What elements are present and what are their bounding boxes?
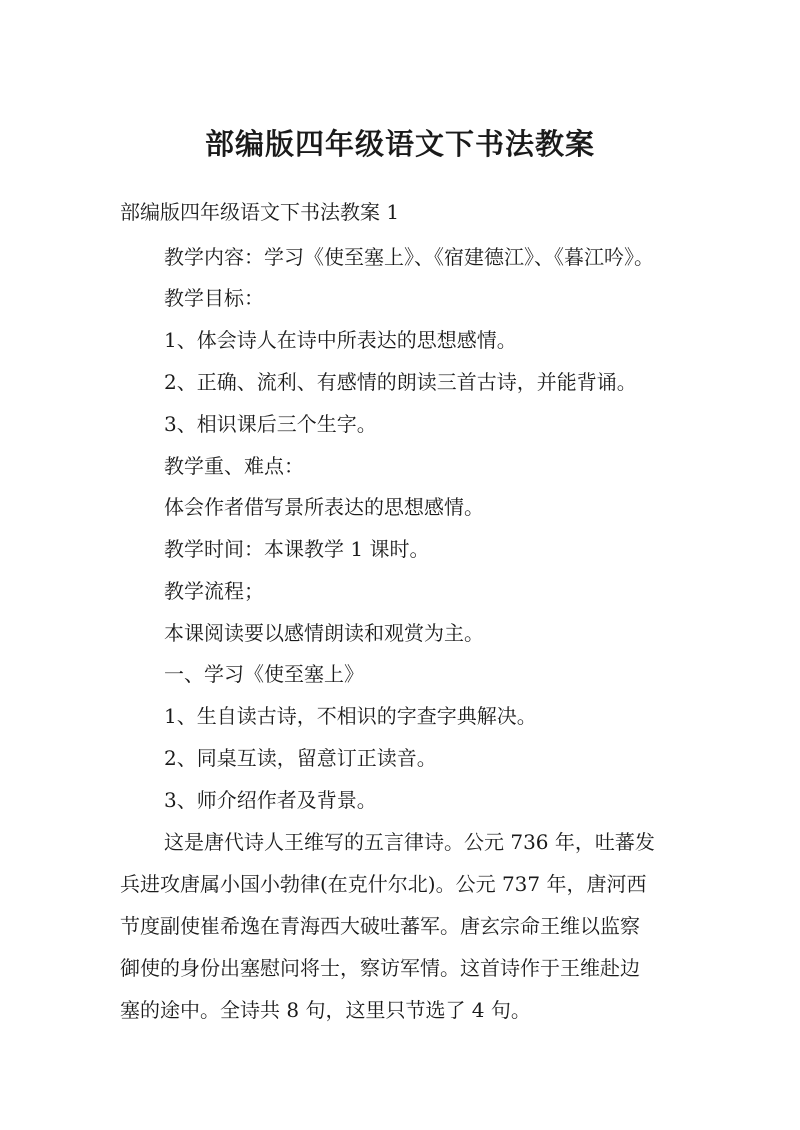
paragraph-line: 节度副使崔希逸在青海西大破吐蕃军。唐玄宗命王维以监察 [120, 914, 640, 938]
section-heading: 部编版四年级语文下书法教案 1 [120, 200, 400, 224]
paragraph-line: 御使的身份出塞慰问将士，察访军情。这首诗作于王维赴边 [120, 956, 640, 980]
text-line: 体会作者借写景所表达的思想感情。 [164, 495, 484, 519]
text-line: 本课阅读要以感情朗读和观赏为主。 [164, 621, 484, 645]
text-line: 2、同桌互读，留意订正读音。 [164, 746, 437, 770]
paragraph-line: 这是唐代诗人王维写的五言律诗。公元 736 年，吐蕃发 [164, 830, 655, 854]
text-line: 3、相识课后三个生字。 [164, 412, 377, 436]
text-line: 一、学习《使至塞上》 [164, 662, 364, 686]
paragraph-line: 塞的途中。全诗共 8 句，这里只节选了 4 句。 [120, 998, 531, 1022]
text-line: 教学流程； [164, 579, 264, 603]
text-line: 教学目标： [164, 286, 264, 310]
text-line: 教学内容：学习《使至塞上》、《宿建德江》、《暮江吟》。 [164, 245, 654, 269]
text-line: 教学时间：本课教学 1 课时。 [164, 537, 430, 561]
document-title: 部编版四年级语文下书法教案 [204, 127, 595, 161]
text-line: 3、师介绍作者及背景。 [164, 788, 377, 812]
text-line: 1、生自读古诗，不相识的字查字典解决。 [164, 704, 537, 728]
text-line: 2、正确、流利、有感情的朗读三首古诗，并能背诵。 [164, 370, 637, 394]
text-line: 教学重、难点： [164, 454, 304, 478]
paragraph-line: 兵进攻唐属小国小勃律(在克什尔北)。公元 737 年，唐河西 [120, 872, 647, 896]
text-line: 1、体会诗人在诗中所表达的思想感情。 [164, 328, 517, 352]
